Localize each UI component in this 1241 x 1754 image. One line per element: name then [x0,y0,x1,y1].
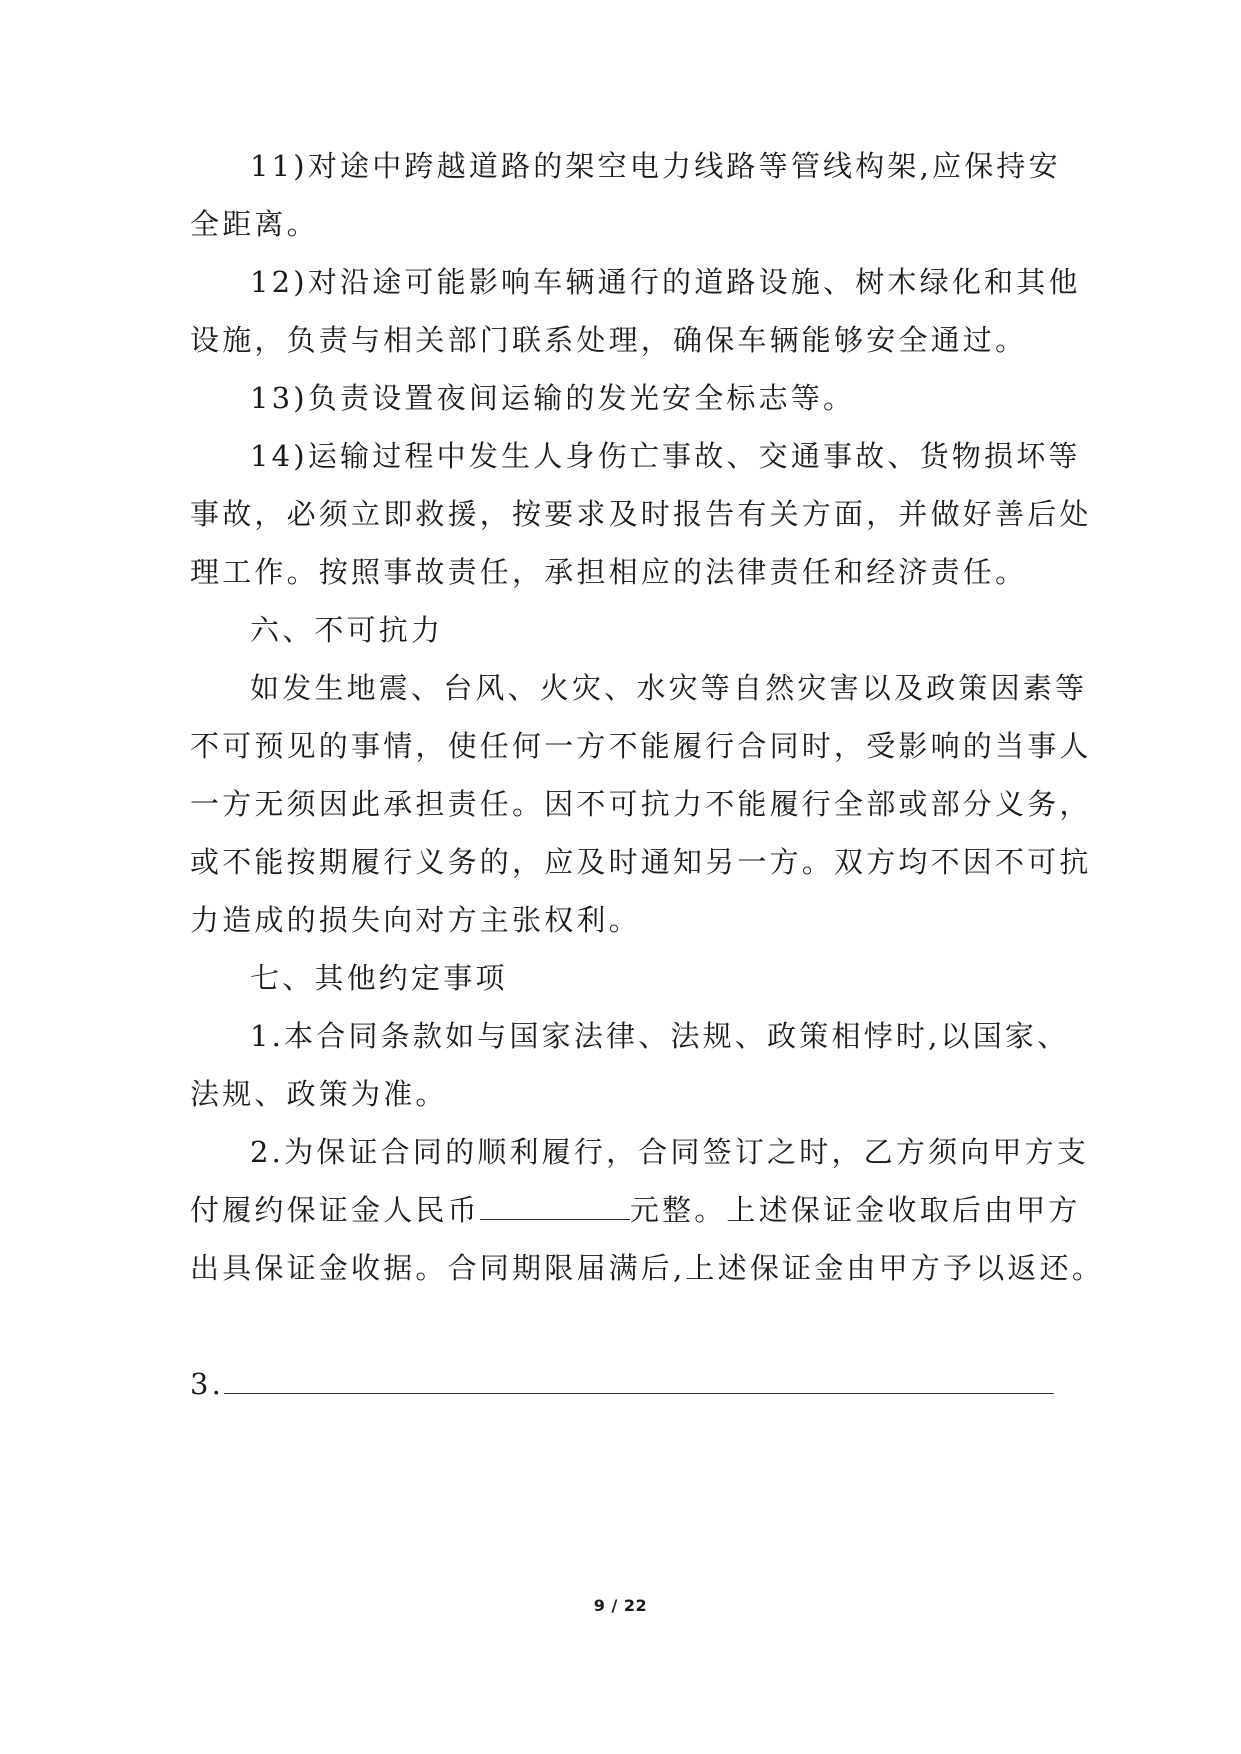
paragraph-line: 力造成的损失向对方主张权利。 [190,903,641,937]
section-heading: 六、不可抗力 [250,613,444,647]
paragraph-line: 不可预见的事情，使任何一方不能履行合同时，受影响的当事人 [190,729,1092,763]
paragraph-line: 或不能按期履行义务的，应及时通知另一方。双方均不因不可抗 [190,845,1092,879]
paragraph-line: 12)对沿途可能影响车辆通行的道路设施、树木绿化和其他 [250,265,1081,299]
deposit-text: 元整。上述保证金收取后由甲方 [629,1193,1081,1227]
deposit-label: 付履约保证金人民币 [190,1193,480,1227]
deposit-amount-blank [480,1197,630,1220]
paragraph-line [190,1364,1054,1404]
paragraph-line: 1.本合同条款如与国家法律、法规、政策相悖时,以国家、 [250,1019,1070,1053]
paragraph-line: 出具保证金收据。合同期限届满后,上述保证金由甲方予以返还。 [190,1251,1105,1285]
clause-number: 3. [190,1367,225,1401]
paragraph-line [190,1190,1081,1230]
section-heading: 七、其他约定事项 [250,961,508,995]
paragraph-line: 如发生地震、台风、火灾、水灾等自然灾害以及政策因素等 [250,671,1088,705]
page-number: 9 / 22 [593,1596,648,1615]
paragraph-line: 理工作。按照事故责任，承担相应的法律责任和经济责任。 [190,555,1028,589]
paragraph-line: 设施，负责与相关部门联系处理，确保车辆能够安全通过。 [190,323,1028,357]
paragraph-line: 一方无须因此承担责任。因不可抗力不能履行全部或部分义务， [190,787,1092,821]
paragraph-line: 11)对途中跨越道路的架空电力线路等管线构架,应保持安 [250,149,1061,183]
paragraph-line: 13)负责设置夜间运输的发光安全标志等。 [250,381,856,415]
paragraph-line: 事故，必须立即救援，按要求及时报告有关方面，并做好善后处 [190,497,1092,531]
paragraph-line: 14)运输过程中发生人身伤亡事故、交通事故、货物损坏等 [250,439,1081,473]
paragraph-line: 全距离。 [190,207,319,241]
clause-blank-line [224,1371,1054,1394]
paragraph-line: 法规、政策为准。 [190,1077,448,1111]
paragraph-line: 2.为保证合同的顺利履行，合同签订之时，乙方须向甲方支 [250,1135,1090,1169]
